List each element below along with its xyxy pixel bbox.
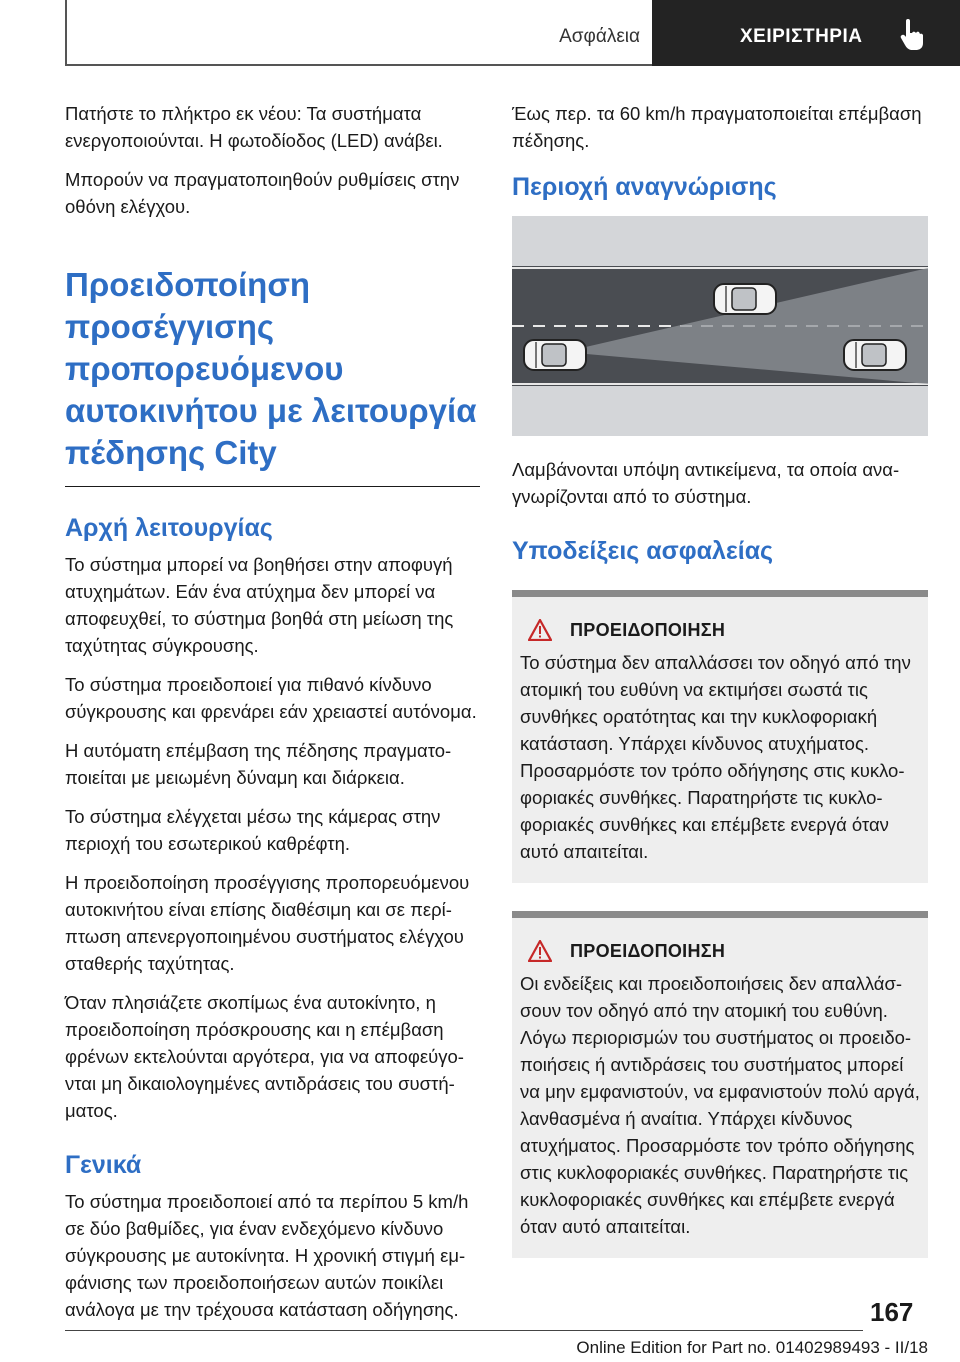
principle-paragraph: Το σύστημα ελέγχεται μέσω της κάμερας στην περιοχή του εσωτερικού καθρέφτη.	[65, 806, 441, 854]
principle-paragraph: Το σύστημα προειδοποιεί για πιθανό κίνδυνο σύγκρουσης και φρενάρει εάν χρειαστεί αυτόνομα.	[65, 674, 477, 722]
left-column	[65, 100, 480, 1335]
warning-triangle-icon	[528, 619, 552, 641]
section-title: Προειδοποίηση προσέγγισης προπορευόμενου αυτοκινήτου με λειτουργία πέδησης City	[65, 266, 477, 471]
principle-paragraph: Η προειδοποίηση προσέγγισης προπορευόμενου αυτοκινήτου είναι επίσης διαθέσιμη και σε περίπτωση απενεργοποιημένου συστήματος ελέγχου σταθερής ταχύτητας.	[65, 872, 470, 974]
principle-paragraph: Το σύστημα μπορεί να βοηθήσει στην αποφυγή ατυχημάτων. Εάν ένα ατύχημα δεν μπορεί να αποφευχθεί, το σύστημα βοηθά στη μείωση της ταχύτητας σύγκρουσης.	[65, 554, 454, 656]
page-number: 167	[870, 1297, 914, 1327]
general-paragraph: Το σύστημα προειδοποιεί από τα περίπου 5 km/h σε δύο βαθμίδες, για έναν ενδεχόμενο κίνδυνο σύγκρουσης με αυτοκίνητα. Η χρονική στιγμή εμφάνισης των προειδοποιήσεων αυτών ποικίλει ανάλογα με την τρέχουσα κατάσταση οδήγησης.	[65, 1191, 469, 1320]
detection-area-illustration	[512, 216, 928, 436]
heading-detection-area: Περιοχή αναγνώρισης	[512, 173, 777, 201]
intro-paragraph-1: Πατήστε το πλήκτρο εκ νέου: Τα συστήματα ενεργοποιούνται. Η φωτοδίοδος (LED) ανάβει.	[65, 103, 443, 151]
warning-title: ΠΡΟΕΙΔΟΠΟΙΗΣΗ	[570, 940, 726, 961]
footer-rule	[65, 1330, 863, 1331]
warning-text: Το σύστημα δεν απαλλάσσει τον οδηγό από την ατομική του ευθύνη να εκτιμήσει σωστά τις συνθήκες ορατότητας και την κυκλοφοριακή κατάσταση. Υπάρχει κίνδυνος ατυχήματος. Προσαρμόστε τον τρόπο οδήγησης στις κυκλοφοριακές συνθήκες. Παρατηρήστε τις κυκλοφοριακές συνθήκες και επέμβετε ενεργά όταν αυτό απαιτείται.	[520, 652, 911, 862]
own-car	[524, 340, 586, 370]
warning-box	[512, 911, 928, 1258]
header-section-title: Ασφάλεια	[559, 26, 640, 47]
header-chapter-tab[interactable]	[652, 0, 960, 66]
right-column	[512, 100, 928, 1286]
detected-car-right	[844, 340, 906, 370]
warning-title: ΠΡΟΕΙΔΟΠΟΙΗΣΗ	[570, 619, 726, 640]
header-left-rule	[65, 0, 67, 66]
principle-paragraph: Όταν πλησιάζετε σκοπίμως ένα αυτοκίνητο, η προειδοποίηση πρόσκρουσης και η επέμβαση φρένων εκτελούνται αργότερα, για να αποφεύγονται μη δικαιολογημένες αντιδράσεις του συστήματος.	[65, 992, 464, 1121]
warning-box	[512, 590, 928, 883]
header-bottom-rule	[65, 64, 652, 66]
speed-paragraph: Έως περ. τα 60 km/h πραγματοποιείται επέμβαση πέδησης.	[512, 103, 922, 151]
heading-safety-notes: Υποδείξεις ασφαλείας	[512, 537, 774, 565]
footer-edition: Online Edition for Part no. 01402989493 - II/18	[576, 1338, 928, 1357]
intro-paragraph-2: Μπορούν να πραγματοποιηθούν ρυθμίσεις στην οθόνη ελέγχου.	[65, 169, 460, 217]
figure-caption: Λαμβάνονται υπόψη αντικείμενα, τα οποία αναγνωρίζονται από το σύστημα.	[512, 459, 900, 507]
warning-text: Οι ενδείξεις και προειδοποιήσεις δεν απαλλάσσουν τον οδηγό από την ατομική του ευθύνη. Λόγω περιορισμών του συστήματος οι προειδοποιήσεις ή αντιδράσεις του συστήματος μπορεί να μην εμφανιστούν, να εμφανιστούν πολύ αργά, λανθασμένα ή αναίτια. Υπάρχει κίνδυνος ατυχήματος. Προσαρμόστε τον τρόπο οδήγησης στις κυκλοφοριακές συνθήκες. Παρατηρήστε τις κυκλοφοριακές συνθήκες και επέμβετε ενεργά όταν αυτό απαιτείται.	[520, 973, 920, 1237]
warning-triangle-icon	[528, 940, 552, 962]
principle-paragraph: Η αυτόματη επέμβαση της πέδησης πραγματοποιείται με μειωμένη δύναμη και διάρκεια.	[65, 740, 452, 788]
hand-pointer-icon	[896, 18, 926, 52]
heading-principle: Αρχή λειτουργίας	[65, 514, 273, 542]
title-rule	[65, 486, 480, 487]
header-chapter-label: ΧΕΙΡΙΣΤΗΡΙΑ	[740, 26, 863, 47]
detected-car-ahead	[714, 284, 776, 314]
heading-general: Γενικά	[65, 1151, 142, 1179]
